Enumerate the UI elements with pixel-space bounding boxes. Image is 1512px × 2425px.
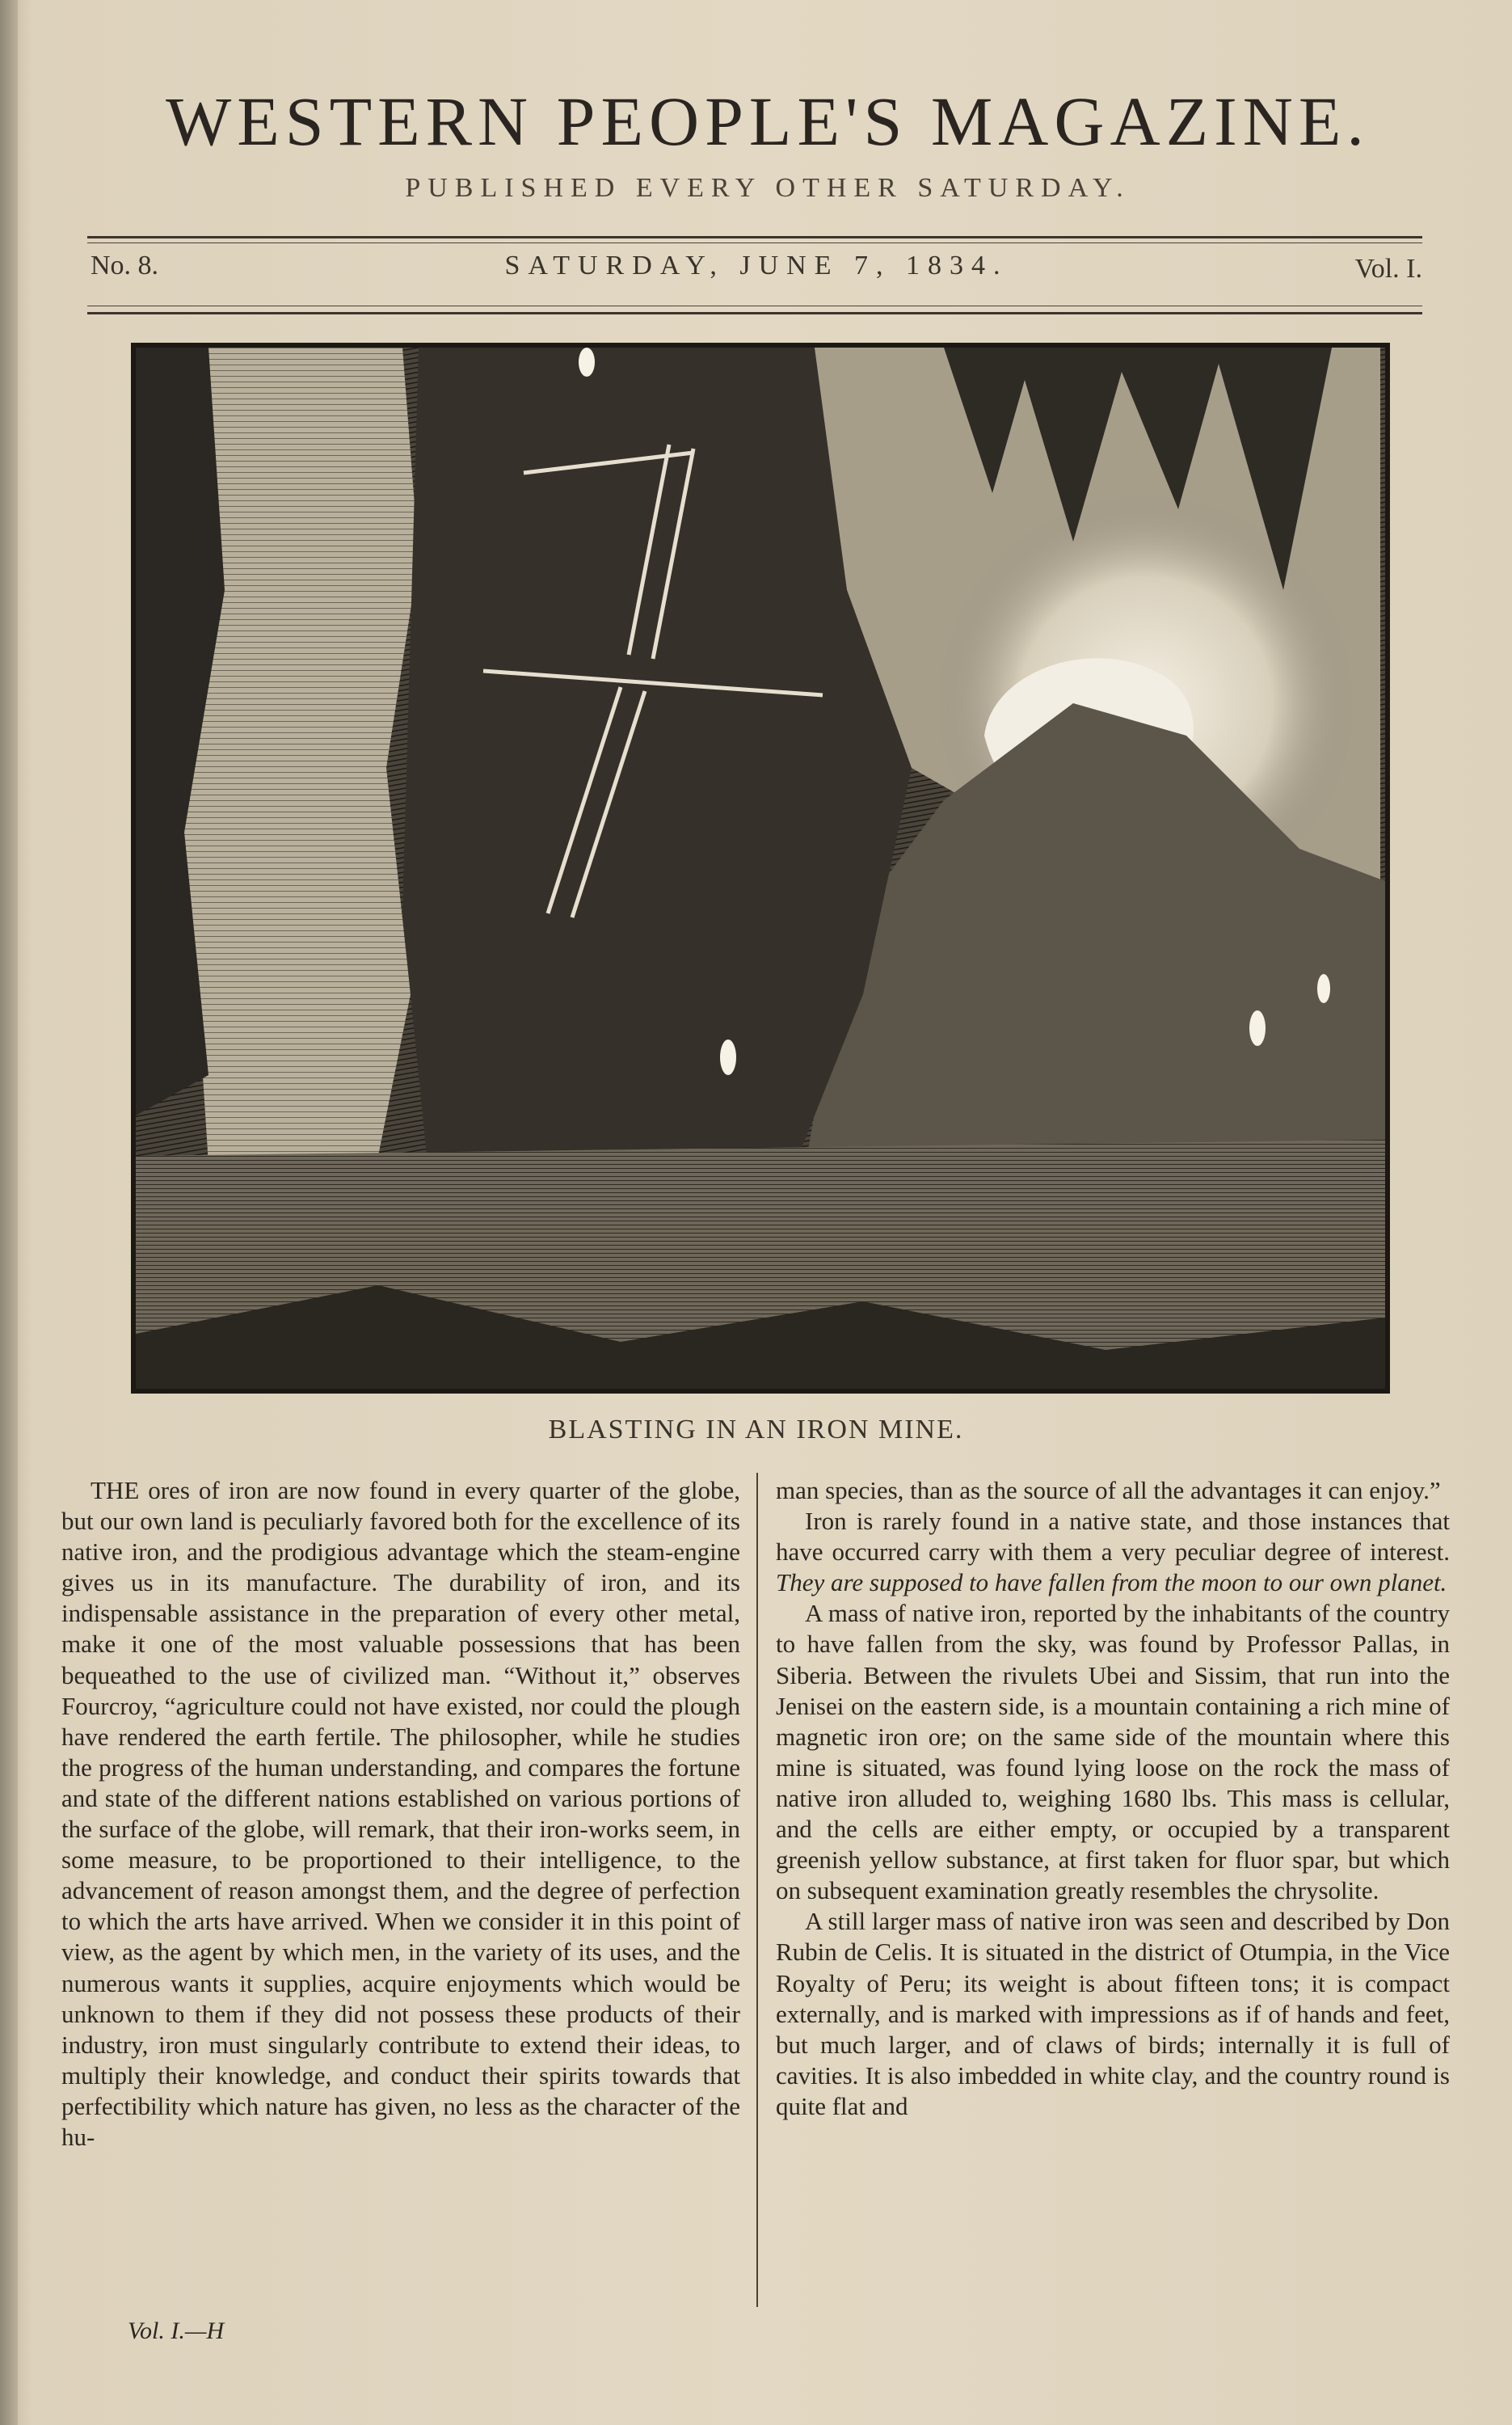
signature-mark: Vol. I.—H <box>128 2317 225 2344</box>
right-paragraph-2 <box>776 1506 1450 1598</box>
mine-engraving <box>131 343 1390 1394</box>
issue-date: SATURDAY, JUNE 7, 1834. <box>504 251 1009 280</box>
right-paragraph-2-plain: Iron is rarely found in a native state, and those instances that have occurred carry with them a very peculiar degree of interest. <box>776 1507 1450 1567</box>
column-divider <box>756 1473 758 2307</box>
magazine-subtitle: PUBLISHED EVERY OTHER SATURDAY. <box>405 173 1131 203</box>
right-paragraph-1: man species, than as the source of all the advantages it can enjoy.” <box>776 1476 1441 1504</box>
dateline <box>91 251 1422 299</box>
volume-number: Vol. I. <box>1354 254 1422 284</box>
right-paragraph-4: A still larger mass of native iron was seen and described by Don Rubin de Celis. It is situated in the district of Otumpia, in the Vice Royalty of Peru; its weight is about fifteen tons; it is compact externally, and is marked with impressions as if of hands and feet, but much larger, and of claws of birds; internally it is full of cavities. It is also imbedded in white clay, and the country round is quite flat and <box>776 1907 1450 2120</box>
top-rule <box>87 236 1422 238</box>
issue-number: No. 8. <box>91 251 159 280</box>
left-column-text: THE ores of iron are now found in every quarter of the globe, but our own land is peculiarly favored both for the excellence of its native iron, and the prodigious advantage which the steam-engine gives us in its manufacture. The durability of iron, and its indispensable assistance in the preparation of every other metal, make it one of the most valuable possessions that has been bequeathed to the use of civilized man. “Without it,” observes Fourcroy, “agriculture could not have existed, nor could the plough have rendered the earth fertile. The philosopher, while he studies the progress of the human understanding, and compares the fortune and state of the different nations established on various portions of the surface of the globe, will remark, that their iron-works seem, in some measure, to be proportioned to their intelligence, to the advancement of reason amongst them, and the degree of perfection to which the arts have arrived. When we consider it in this point of view, as the agent by which men, in the variety of its uses, and the numerous wants it supplies, acquire enjoyments which would be unknown to them if they did not possess these products of their industry, iron must singularly contribute to extend their ideas, to multiply their knowledge, and conduct their spirits towards that perfectibility which nature has given, no less as the character of the hu- <box>61 1476 740 2151</box>
page-binding-edge <box>0 0 18 2425</box>
right-paragraph-2-italic: They are supposed to have fallen from the moon to our own planet. <box>776 1568 1447 1597</box>
article-left-column <box>61 1475 740 2153</box>
article-right-column <box>776 1475 1450 2122</box>
top-rule-thin <box>87 242 1422 243</box>
engraving-picture <box>136 348 1385 1389</box>
illustration-caption: BLASTING IN AN IRON MINE. <box>548 1415 964 1444</box>
magazine-title: WESTERN PEOPLE'S MAGAZINE. <box>166 82 1370 160</box>
bottom-rule <box>87 312 1422 314</box>
right-paragraph-3: A mass of native iron, reported by the inhabitants of the country to have fallen from the sky, was found by Professor Pallas, in Siberia. Between the rivulets Ubei and Sissim, that run into the Jenisei on the eastern side, is a mountain containing a rich mine of magnetic iron ore; on the same side of the mountain where this mine is situated, was found lying loose on the rock the mass of native iron alluded to, weighing 1680 lbs. This mass is cellular, and the cells are either empty, or occupied by a transparent greenish yellow substance, at first taken for fluor spar, but which on subsequent examination greatly resembles the chrysolite. <box>776 1599 1450 1905</box>
